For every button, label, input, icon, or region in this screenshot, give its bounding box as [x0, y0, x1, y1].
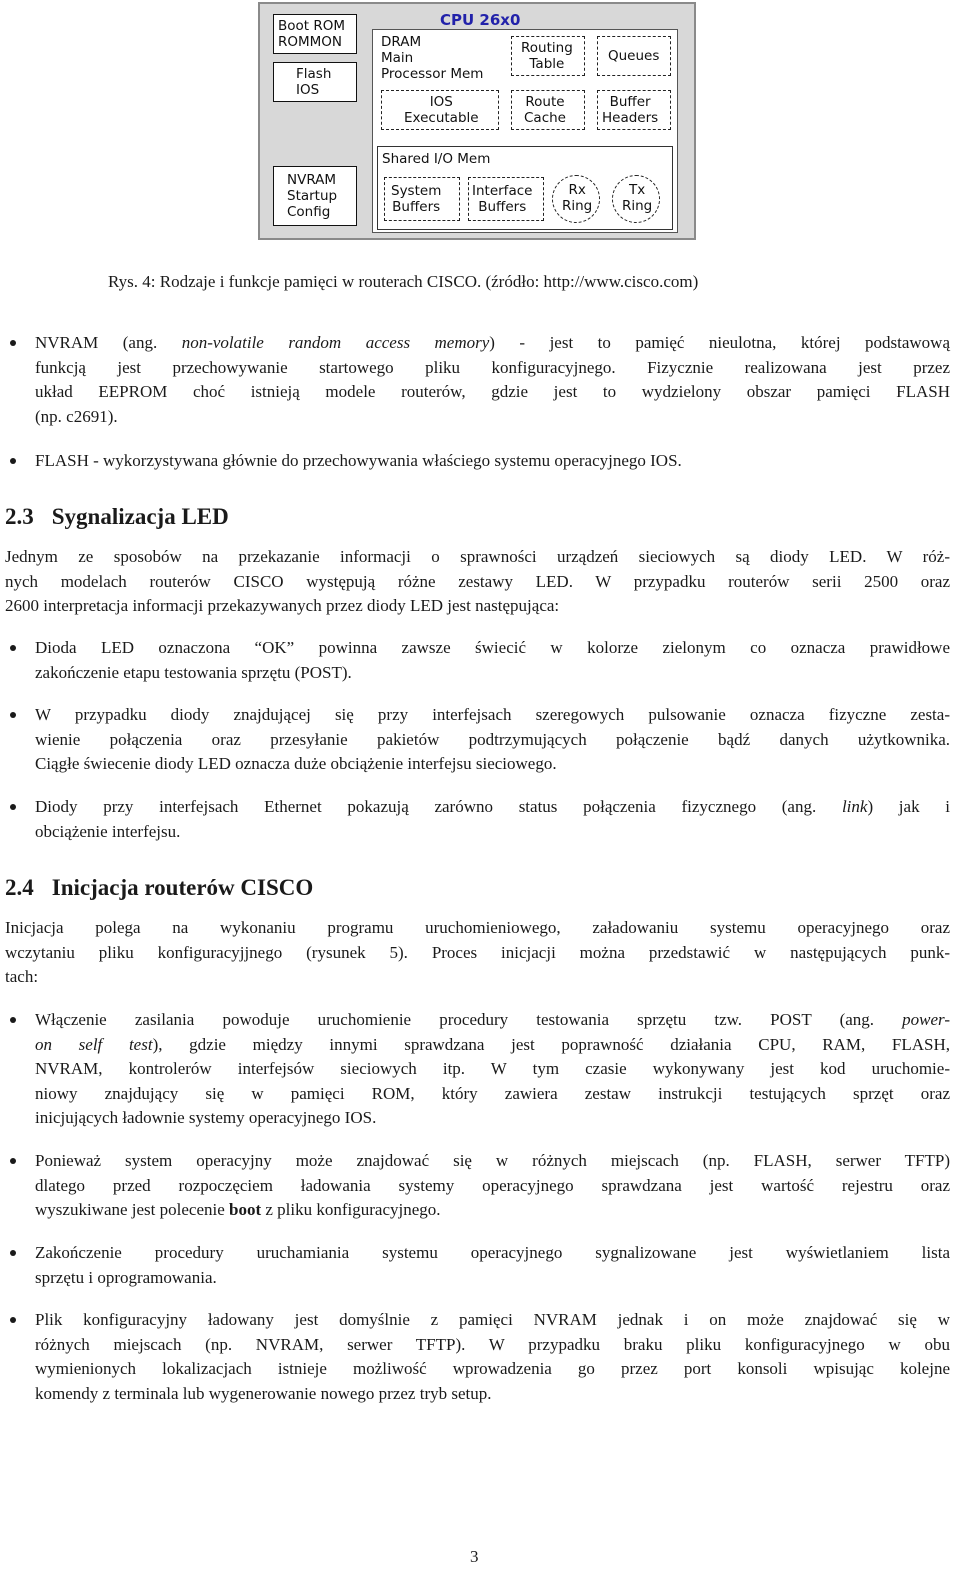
route-cache-box: [511, 90, 585, 130]
routing-table-label: Routing Table: [521, 40, 573, 72]
buffer-headers-box: [597, 90, 671, 130]
list-item-config-file: [35, 1308, 950, 1406]
text-line: W przypadku diody znajdującej się przy interfejsach szeregowych pulsowanie oznacza fizyczne zesta-: [35, 705, 950, 724]
ios-executable-label: IOS Executable: [404, 94, 479, 126]
system-buffers-box: [384, 177, 460, 221]
paragraph-led-intro: [5, 545, 950, 619]
flash-label: Flash IOS: [296, 66, 332, 98]
text-line: (np. c2691).: [35, 406, 118, 426]
text-line: NVRAM (ang. non-volatile random access memory) - jest to pamięć nieulotna, której podstawową: [35, 333, 950, 352]
text-line: zakończenie etapu testowania sprzętu (POST).: [35, 662, 352, 682]
text-line: tach:: [5, 967, 39, 986]
list-item-led-ethernet: [35, 795, 950, 844]
boot-rom-label: Boot ROM ROMMON: [278, 18, 346, 50]
boot-rom-box: [273, 14, 357, 54]
queues-box: [597, 36, 671, 76]
text-line: niowy znajdujący się w pamięci ROM, który zawiera zestaw instrukcji testujących sprzęt oraz: [35, 1083, 950, 1103]
text-line: Plik konfiguracyjny ładowany jest domyślnie z pamięci NVRAM jednak i on może znajdować się w: [35, 1310, 950, 1329]
text-line: komendy z terminala lub wygenerowanie nowego przez tryb setup.: [35, 1383, 492, 1403]
figure-caption: Rys. 4: Rodzaje i funkcje pamięci w routerach CISCO. (źródło: http://www.cisco.com): [108, 272, 699, 291]
text-line: Jednym ze sposobów na przekazanie informacji o sprawności urządzeń sieciowych są diody LED. W róż-: [5, 547, 950, 566]
text-line: Zakończenie procedury uruchamiania systemu operacyjnego sygnalizowane jest wyświetlaniem lista: [35, 1243, 950, 1262]
text-line: 2600 interpretacja informacji przekazywanych przez diody LED jest następująca:: [5, 596, 560, 615]
system-buffers-label: System Buffers: [391, 183, 442, 215]
text-line: wyszukiwane jest polecenie boot z pliku konfiguracyjnego.: [35, 1200, 441, 1219]
tx-ring-label: Tx Ring: [622, 182, 653, 214]
shared-io-box: [377, 146, 673, 230]
ios-executable-box: [381, 90, 499, 130]
list-item-led-ok: [35, 636, 950, 685]
text-line: Włączenie zasilania powoduje uruchomienie procedury testowania sprzętu tzw. POST (ang. power-: [35, 1010, 950, 1029]
text-line: Dioda LED oznaczona “OK” powinna zawsze świecić w kolorze zielonym co oznacza prawidłowe: [35, 638, 950, 657]
nvram-label: NVRAM Startup Config: [287, 172, 338, 220]
flash-box: [273, 62, 357, 102]
interface-buffers-box: [468, 177, 544, 221]
text-line: Diody przy interfejsach Ethernet pokazują zarówno status połączenia fizycznego (ang. link) jak i: [35, 797, 950, 816]
tx-ring: [612, 175, 660, 223]
text-line: sprzętu i oprogramowania.: [35, 1267, 217, 1287]
list-item-register: [35, 1149, 950, 1223]
text-line: funkcją jest przechowywanie startowego pliku konfiguracyjnego. Fizycznie realizowana jest przez: [35, 357, 950, 377]
text-line: FLASH - wykorzystywana głównie do przechowywania właściego systemu operacyjnego IOS.: [35, 451, 682, 470]
text-line: układ EEPROM choć istnieją modele routerów, gdzie jest to wydzielony obszar pamięci FLASH: [35, 382, 950, 401]
buffer-headers-label: Buffer Headers: [602, 94, 659, 126]
text-line: Ciągłe świecenie diody LED oznacza duże obciążenie interfejsu sieciowego.: [35, 754, 557, 773]
section-heading-2-4: 2.4 Inicjacja routerów CISCO: [5, 875, 314, 900]
queues-label: Queues: [608, 48, 660, 64]
section-heading-2-3: 2.3 Sygnalizacja LED: [5, 504, 229, 529]
text-line: Inicjacja polega na wykonaniu programu uruchomieniowego, załadowaniu systemu operacyjnego oraz: [5, 918, 950, 937]
text-line: on self test), gdzie między innymi sprawdzana jest poprawność działania CPU, RAM, FLASH,: [35, 1034, 951, 1054]
cpu-title: CPU 26x0: [440, 11, 521, 29]
list-item-led-serial: [35, 703, 950, 777]
dram-label: DRAM Main Processor Mem: [381, 34, 484, 82]
text-line: inicjujących ładownie systemy operacyjnego IOS.: [35, 1108, 377, 1127]
text-line: obciążenie interfejsu.: [35, 821, 181, 841]
page-number: 3: [470, 1547, 479, 1566]
list-item-flash: [35, 449, 950, 474]
nvram-box: [273, 166, 357, 226]
text-line: wczytaniu pliku konfiguracyjjnego (rysunek 5). Proces inicjacji można przedstawić w następujących punk-: [5, 942, 950, 962]
text-line: wienie połączenia oraz przesyłanie pakietów podtrzymujących połączenie bądź danych użytkownika.: [35, 729, 950, 749]
list-item-post: [35, 1008, 950, 1131]
rx-ring: [552, 175, 600, 223]
text-line: nych modelach routerów CISCO występują różne zestawy LED. W przypadku routerów serii 2500 oraz: [5, 571, 950, 591]
text-line: różnych miejscach (np. NVRAM, serwer TFTP). W przypadku braku pliku konfiguracyjnego w obu: [35, 1334, 950, 1354]
shared-io-label: Shared I/O Mem: [382, 151, 491, 167]
route-cache-label: Route Cache: [524, 94, 566, 126]
paragraph-init-intro: [5, 916, 950, 990]
dram-box: [372, 29, 678, 233]
text-line: dlatego przed rozpoczęciem ładowania systemy operacyjnego sprawdzana jest wartość rejestru oraz: [35, 1175, 950, 1195]
rx-ring-label: Rx Ring: [562, 182, 593, 214]
list-item-nvram: [35, 331, 950, 429]
routing-table-box: [511, 36, 585, 76]
text-line: Ponieważ system operacyjny może znajdować się w różnych miejscach (np. FLASH, serwer TFTP): [35, 1151, 950, 1170]
text-line: NVRAM, kontrolerów interfejsów sieciowych itp. W tym czasie wykonywany jest kod uruchomie-: [35, 1059, 950, 1078]
text-line: wymienionych lokalizacjach istnieje możliwość wprowadzenia go przez port konsoli wpisując kolejne: [35, 1359, 950, 1378]
list-item-hw-list: [35, 1241, 950, 1290]
memory-diagram: [258, 2, 696, 240]
interface-buffers-label: Interface Buffers: [472, 183, 533, 215]
